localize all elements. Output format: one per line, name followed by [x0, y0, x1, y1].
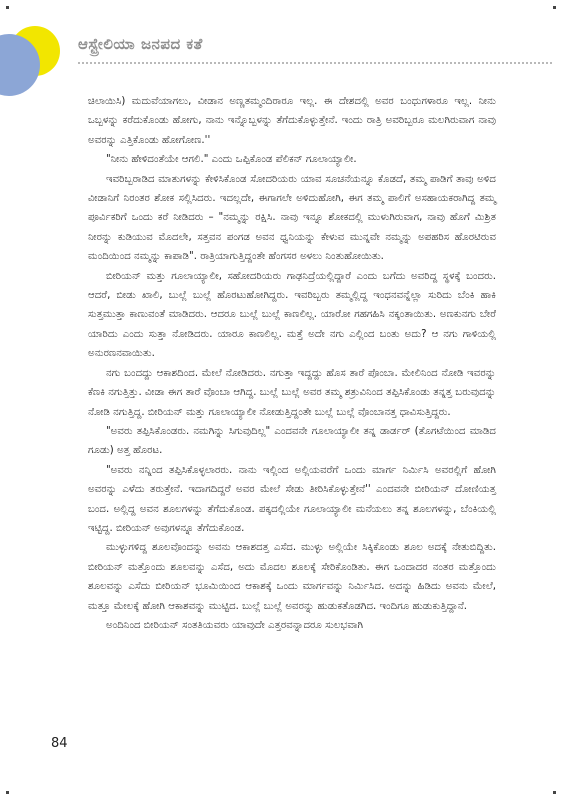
crop-mark	[553, 791, 556, 794]
paragraph: ಅಂದಿನಿಂದ ಬೀರಿಯನ್ ಸಂತತಿಯವರು ಯಾವುದೇ ಎತ್ತರವನ್ನಾದರೂ ಸುಲಭವಾಗಿ	[106, 619, 364, 631]
crop-mark	[6, 6, 9, 9]
crop-mark	[553, 6, 556, 9]
paragraph: "ಅವರು ನನ್ನಿಂದ ತಪ್ಪಿಸಿಕೊಳ್ಳಲಾರರು. ನಾನು ಇಲ್ಲಿಂದ ಅಲ್ಲಿಯವರೆಗೆ ಒಂದು ಮಾರ್ಗ ನಿರ್ಮಿಸಿ ಅವರಲ್ಲಿಗೆ ಹೋಗಿ ಅವರನ್ನು ಎಳೆದು ತರುತ್ತೇನೆ. ಇದಾಗದಿದ್ದರೆ ಅವರ ಮೇಲೆ ಸೇಡು ತೀರಿಸಿಕೊಳ್ಳುತ್ತೇನೆ'' ಎಂದವನೇ ಬೀರಿಯನ್ ದೋಣಿಯತ್ತ ಬಂದ. ಅಲ್ಲಿದ್ದ ಅವನ ಶೂಲಗಳನ್ನು ತೆಗೆದುಕೊಂಡ. ಪಕ್ಕದಲ್ಲಿಯೇ ಗೂಲಾಯ್ಯಾಲೀ ಮನೆಯಲು ತನ್ನ ಶೂಲಗಳನ್ನು, ಬೆಂಕಿಯಲ್ಲಿ ಇಟ್ಟಿದ್ದ. ಬೀರಿಯನ್ ಅವುಗಳನ್ನೂ ತೆಗೆದುಕೊಂಡ.	[88, 464, 496, 534]
running-header-title: ಆಸ್ಟ್ರೇಲಿಯಾ ಜನಪದ ಕತೆ	[78, 35, 203, 53]
paragraph: ನಗು ಬಂದದ್ದು ಆಕಾಶದಿಂದ. ಮೇಲೆ ನೋಡಿದರು. ನಗುತ್ತಾ ಇದ್ದದ್ದು ಹೊಸ ತಾರೆ ಪೊಂಬಾ. ಮೇಲಿನಿಂದ ನೋಡಿ ಇವರನ್ನು ಕೆಣಕಿ ನಗುತ್ತಿತ್ತು. ವೀಡಾ ಈಗ ತಾರೆ ವೊಂಬಾ ಆಗಿದ್ದ. ಬುಲ್ಲೆ ಬುಲ್ಲೆ ಅವರ ತಮ್ಮ ಶತ್ರುವಿನಿಂದ ತಪ್ಪಿಸಿಕೊಂಡು ತನ್ನತ್ತ ಬರುವುದನ್ನು ನೋಡಿ ನಗುತ್ತಿದ್ದ. ಬೀರಿಯನ್ ಮತ್ತು ಗೂಲಾಯ್ಯಾಲೀ ನೋಡುತ್ತಿದ್ದಂತೇ ಬುಲ್ಲೆ ಬುಲ್ಲೆ ವೊಂಬಾನತ್ತ ಧಾವಿಸುತ್ತಿದ್ದರು.	[88, 367, 496, 418]
paragraph: ಚಿಲಾಯಿಸಿ) ಮದುವೆಯಾಗಲು, ವೀಡಾನ ಅಣ್ಣತಮ್ಮಂದಿರಾರೂ ಇಲ್ಲ. ಈ ದೇಶದಲ್ಲಿ ಅವರ ಬಂಧುಗಳಾರೂ ಇಲ್ಲ. ನೀನು ಒಬ್ಬಳನ್ನು ಕರೆದುಕೊಂಡು ಹೋಗು, ನಾನು ಇನ್ನೊಬ್ಬಳನ್ನು ತೆಗೆದುಕೊಳ್ಳುತ್ತೇನೆ. ಇಂದು ರಾತ್ರಿ ಅವರಿಬ್ಬರೂ ಮಲಗಿರುವಾಗ ನಾವು ಅವರನ್ನು ಎತ್ತಿಕೊಂಡು ಹೋಗೋಣ.''	[88, 96, 496, 146]
crop-mark	[6, 791, 9, 794]
page-number: 84	[51, 736, 68, 751]
paragraph: ಮುಳ್ಳುಗಳಿದ್ದ ಶೂಲವೊಂದನ್ನು ಅವನು ಆಕಾಶದತ್ತ ಎಸೆದ. ಮುಳ್ಳು ಅಲ್ಲಿಯೇ ಸಿಕ್ಕಿಕೊಂಡು ಶೂಲ ಅದಕ್ಕೆ ನೇತುಬಿದ್ದಿತು. ಬೀರಿಯನ್ ಮತ್ತೊಂದು ಶೂಲವನ್ನು ಎಸೆದ, ಅದು ಮೊದಲ ಶೂಲಕ್ಕೆ ಸೇರಿಕೊಂಡಿತು. ಈಗ ಒಂದಾದರ ನಂತರ ಮತ್ತೊಂದು ಶೂಲವನ್ನು ಎಸೆದು ಬೀರಿಯನ್ ಭೂಮಿಯಿಂದ ಆಕಾಶಕ್ಕೆ ಒಂದು ಮಾರ್ಗವನ್ನು ನಿರ್ಮಿಸಿದ. ಅದನ್ನು ಹಿಡಿದು ಅವನು ಮೇಲೆ, ಮತ್ತೂ ಮೇಲಕ್ಕೆ ಹೋಗಿ ಆಕಾಶವನ್ನು ಮುಟ್ಟಿದ. ಬುಲ್ಲೆ ಬುಲ್ಲೆ ಅವರನ್ನು ಹುಡುಕತೊಡಗಿದ. ಇಂದಿಗೂ ಹುಡುಕುತ್ತಿದ್ದಾನೆ.	[88, 542, 496, 612]
body-text	[88, 92, 496, 635]
header-dotted-rule	[78, 62, 552, 64]
paragraph: ಬೀರಿಯನ್ ಮತ್ತು ಗೂಲಾಯ್ಯಾಲೀ, ಸಹೋದರಿಯರು ಗಾಢನಿದ್ರೆಯಲ್ಲಿದ್ದಾರೆ ಎಂದು ಬಗೆದು ಅವರಿದ್ದ ಸ್ಥಳಕ್ಕೆ ಬಂದರು. ಆದರೆ, ಬೀಡು ಖಾಲಿ, ಬುಲ್ಲೆ ಬುಲ್ಲೆ ಹೊರಟುಹೋಗಿದ್ದರು. ಇವರಿಬ್ಬರು ತಮ್ಮಲ್ಲಿದ್ದ ಇಂಧನವನ್ನೆಲ್ಲಾ ಸುರಿದು ಬೆಂಕಿ ಹಾಕಿ ಸುತ್ತಮುತ್ತಾ ಕಾಣುವಂತೆ ಮಾಡಿದರು. ಆದರೂ ಬುಲ್ಲೆ ಬುಲ್ಲೆ ಕಾಣಲಿಲ್ಲ. ಯಾರೋ ಗಹಗಹಿಸಿ ನಕ್ಕಂತಾಯಿತು. ಅಣಕುನಗು ಬೇರೆ ಯಾರಿದು ಎಂದು ಸುತ್ತಾ ನೋಡಿದರು. ಯಾರೂ ಕಾಣಲಿಲ್ಲ. ಮತ್ತೆ ಅದೇ ನಗು ಎಲ್ಲಿಂದ ಬಂತು ಅದು? ಆ ನಗು ಗಾಳಿಯಲ್ಲಿ ಅನುರಣನವಾಯಿತು.	[88, 270, 496, 360]
paragraph: "ನೀನು ಹೇಳಿದಂತೆಯೇ ಆಗಲಿ." ಎಂದು ಒಪ್ಪಿಕೊಂಡ ಪೆಲಿಕನ್ ಗೂಲಾಯ್ಯಾಲೀ.	[106, 154, 357, 166]
paragraph: "ಅವರು ತಪ್ಪಿಸಿಕೊಂಡರು. ನಮಗಿನ್ನು ಸಿಗುವುದಿಲ್ಲ" ಎಂದವನೇ ಗೂಲಾಯ್ಯಾಲೀ ತನ್ನ ಡಾರ್ಡರ್ (ತೊಗಟೆಯಿಂದ ಮಾಡಿದ ಗೂಡು) ಅತ್ತ ಹೊರಟ.	[88, 425, 496, 457]
paragraph: ಇವರಿಬ್ಬರಾಡಿದ ಮಾತುಗಳನ್ನು ಕೇಳಿಸಿಕೊಂಡ ಸೋದರಿಯರು ಯಾವ ಸೂಚನೆಯನ್ನೂ ಕೊಡದೆ, ತಮ್ಮ ಪಾಡಿಗೆ ತಾವು ಅಳಿದ ವೀಡಾನಿಗೆ ನಿರಂತರ ಶೋಕ ಸಲ್ಲಿಸಿದರು. ಇದಲ್ಲದೇ, ಈಗಾಗಲೇ ಅಳಿದುಹೋಗಿ, ಈಗ ತಮ್ಮ ಪಾಲಿಗೆ ಅಸಹಾಯಕರಾಗಿದ್ದ ತಮ್ಮ ಪೂರ್ವಿಕರಿಗೆ ಒಂದು ಕರೆ ನೀಡಿದರು – "ನಮ್ಮನ್ನು ರಕ್ಷಿಸಿ. ನಾವು ಇನ್ನೂ ಶೋಕದಲ್ಲಿ ಮುಳುಗಿರುವಾಗ, ನಾವು ಹೊಗೆ ಮಿಶ್ರಿತ ನೀರನ್ನು ಕುಡಿಯುವ ಮೊದಲೇ, ಸತ್ತವನ ಪಂಗಡ ಅವನ ಧ್ವನಿಯನ್ನು ಕೇಳುವ ಮುನ್ನವೇ ನಮ್ಮನ್ನು ಅಪಹರಿಸ ಹೊರಟಿರುವ ಮಂದಿಯಿಂದ ನಮ್ಮನ್ನು ಕಾಪಾಡಿ". ರಾತ್ರಿಯಾಗುತ್ತಿದ್ದಂತೇ ಹೆಂಗಸರ ಅಳಲು ನಿಂತುಹೋಯಿತು.	[88, 173, 496, 263]
